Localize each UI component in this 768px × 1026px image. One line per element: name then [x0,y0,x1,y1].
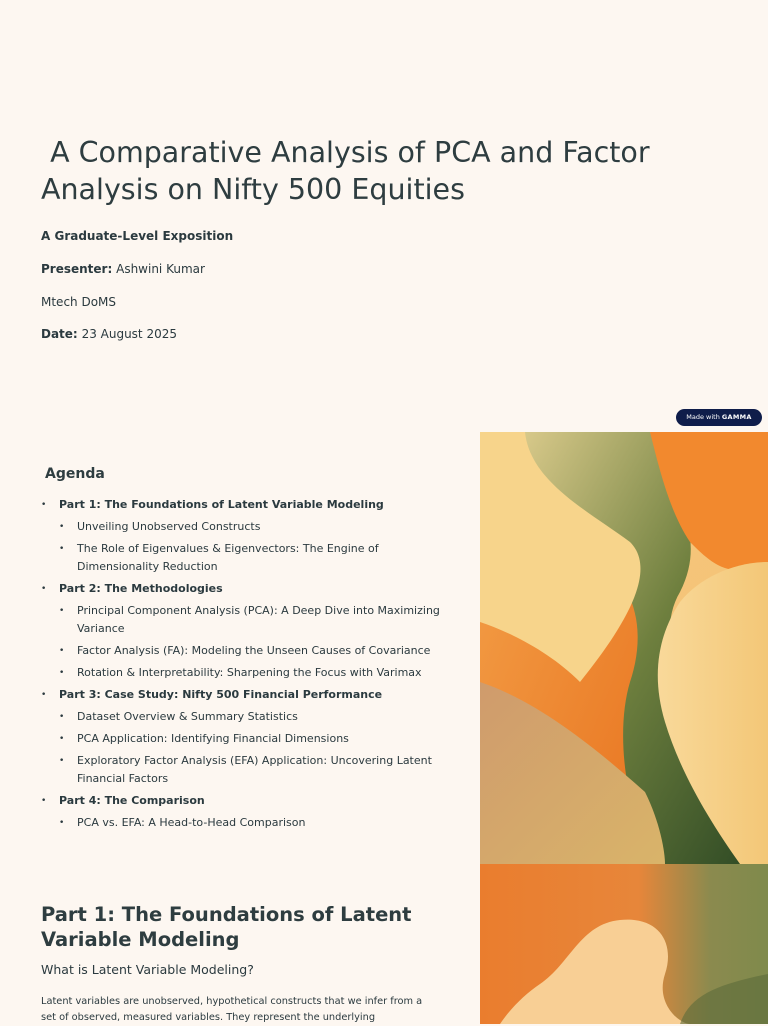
agenda-item-text: PCA vs. EFA: A Head-to-Head Comparison [77,816,306,829]
abstract-artwork-top [480,432,768,864]
bullet-icon: • [59,544,65,554]
program-line: Mtech DoMS [41,295,117,309]
presenter-label: Presenter: [41,262,113,276]
bullet-icon: • [41,500,47,510]
bullet-icon: • [41,796,47,806]
part1-title: Part 1: The Foundations of Latent Variable Modeling [41,903,412,951]
date-label: Date: [41,327,78,341]
presentation-subtitle [41,229,233,243]
gamma-logo: GAMMA [721,413,752,421]
presenter-name: Ashwini Kumar [116,262,205,276]
agenda-item-text: Exploratory Factor Analysis (EFA) Application: Uncovering Latent Financial Factors [77,754,432,785]
agenda-sub-item [41,642,441,660]
agenda-item-text: PCA Application: Identifying Financial Dimensions [77,732,349,745]
bullet-icon: • [59,756,65,766]
agenda-title: Agenda [45,466,105,482]
part1-subtitle: What is Latent Variable Modeling? [41,962,254,977]
agenda-item-text: Principal Component Analysis (PCA): A Deep Dive into Maximizing Variance [77,604,440,635]
bullet-icon: • [59,668,65,678]
agenda-sub-item [41,708,441,726]
agenda-part-item [41,686,441,704]
agenda-item-text: Part 2: The Methodologies [59,582,223,595]
agenda-item-text: Factor Analysis (FA): Modeling the Unseen Causes of Covariance [77,644,431,657]
bullet-icon: • [59,734,65,744]
bullet-icon: • [59,646,65,656]
agenda-item-text: Part 4: The Comparison [59,794,205,807]
date-value: 23 August 2025 [81,327,177,341]
made-with-gamma-badge[interactable] [676,409,762,426]
bullet-icon: • [41,584,47,594]
agenda-sub-item [41,518,441,536]
agenda-part-item [41,580,441,598]
subtitle-text: A Graduate-Level Exposition [41,229,234,243]
agenda-sub-item [41,540,441,576]
agenda-part-item [41,792,441,810]
bullet-icon: • [41,690,47,700]
badge-prefix: Made with [686,413,720,421]
agenda-item-text: Dataset Overview & Summary Statistics [77,710,298,723]
title-slide [0,0,768,432]
agenda-sub-item [41,752,441,788]
part1-slide [0,864,480,1024]
abstract-artwork-bottom [480,864,768,1024]
presenter-line [41,262,205,276]
agenda-sub-item [41,602,441,638]
bullet-icon: • [59,712,65,722]
agenda-sub-item [41,664,441,682]
agenda-sub-item [41,730,441,748]
agenda-item-text: Unveiling Unobserved Constructs [77,520,261,533]
date-line [41,327,177,341]
bullet-icon: • [59,818,65,828]
presentation-title: A Comparative Analysis of PCA and Factor Analysis on Nifty 500 Equities [41,136,659,206]
agenda-list [41,496,441,836]
bullet-icon: • [59,606,65,616]
agenda-item-text: The Role of Eigenvalues & Eigenvectors: The Engine of Dimensionality Reduction [77,542,379,573]
agenda-part-item [41,496,441,514]
part1-body: Latent variables are unobserved, hypothetical constructs that we infer from a set of observed, measured variables. They represent the underlying [41,996,423,1023]
bullet-icon: • [59,522,65,532]
agenda-item-text: Part 1: The Foundations of Latent Variable Modeling [59,498,384,511]
agenda-sub-item [41,814,441,832]
agenda-item-text: Rotation & Interpretability: Sharpening the Focus with Varimax [77,666,422,679]
agenda-item-text: Part 3: Case Study: Nifty 500 Financial Performance [59,688,383,701]
